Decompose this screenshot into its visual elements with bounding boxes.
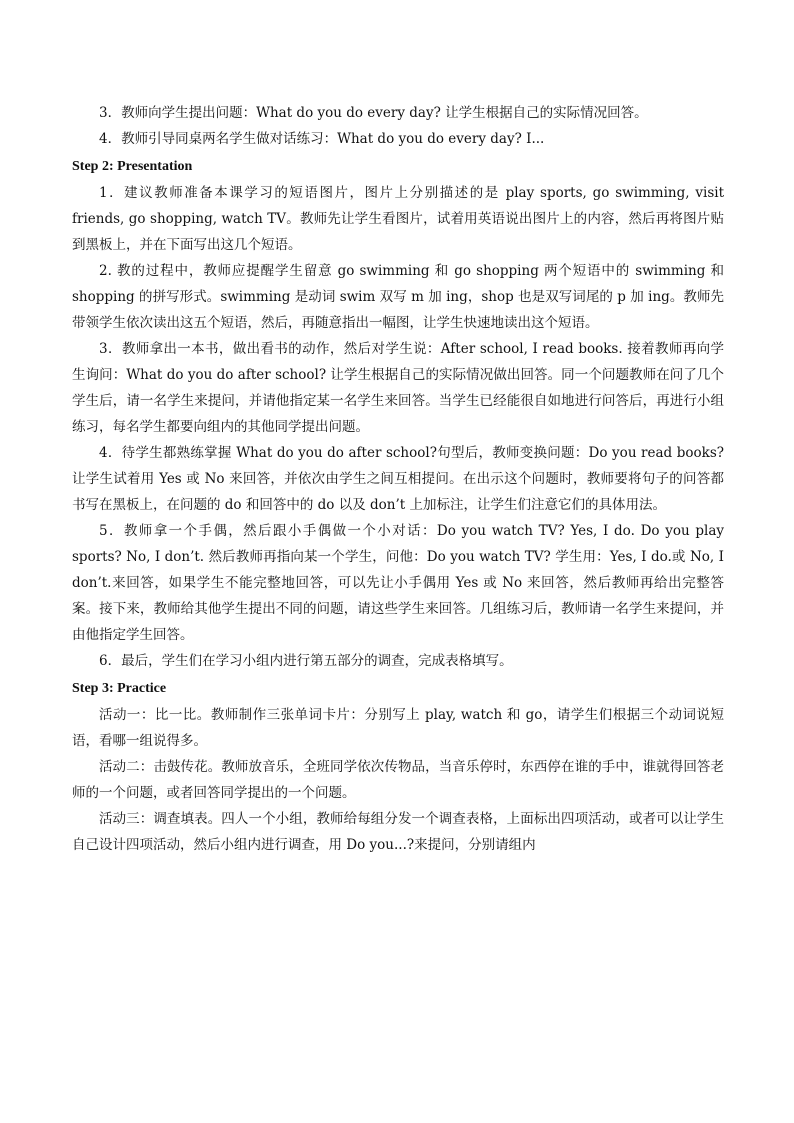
- step3-heading: Step 3: Practice: [72, 681, 167, 696]
- step2-paragraph-6: 6．最后，学生们在学习小组内进行第五部分的调查，完成表格填写。: [99, 653, 513, 669]
- step2-paragraph-1: 1．建议教师准备本课学习的短语图片，图片上分别描述的是 play sports, go swimming, visit friends, go shopping, watch TV。教师先让学生看图片，试着用英语说出图片上的内容，然后再将图片贴到黑板上，并在下面写出这几个短语。: [72, 185, 724, 253]
- step2-paragraph-2: 2. 教的过程中，教师应提醒学生留意 go swimming 和 go shopping 两个短语中的 swimming 和 shopping 的拼写形式。swimming 是动词 swim 双写 m 加 ing，shop 也是双写词尾的 p 加 ing。教师先带领学生依次读出这五个短语，然后，再随意指出一幅图，让学生快速地读出这个短语。: [72, 263, 724, 331]
- intro-item-3: 3．教师向学生提出问题：What do you do every day? 让学生根据自己的实际情况回答。: [99, 105, 648, 121]
- step3-activity-3: 活动三：调查填表。四人一个小组，教师给每组分发一个调查表格，上面标出四项活动，或者可以让学生自己设计四项活动，然后小组内进行调查，用 Do you...?来提问，分别请组内: [72, 811, 724, 853]
- step2-paragraph-3: 3．教师拿出一本书，做出看书的动作，然后对学生说：After school, I read books. 接着教师再向学生询问：What do you do after school? 让学生根据自己的实际情况做出回答。同一个问题教师在问了几个学生后，请一名学生来提问，并请他指定某一名学生来回答。当学生已经能很自如地进行问答后，再进行小组练习，每名学生都要向组内的其他同学提出问题。: [72, 341, 724, 435]
- step2-paragraph-4: 4．待学生都熟练掌握 What do you do after school?句型后，教师变换问题：Do you read books?让学生试着用 Yes 或 No 来回答，并依次由学生之间互相提问。在出示这个问题时，教师要将句子的问答都书写在黑板上，在问题的 do 和回答中的 do 以及 don’t 上加标注，让学生们注意它们的具体用法。: [72, 445, 724, 513]
- document-page: [72, 100, 724, 858]
- intro-item-4: 4．教师引导同桌两名学生做对话练习：What do you do every day? I...: [99, 131, 545, 147]
- step3-activity-1: 活动一：比一比。教师制作三张单词卡片：分别写上 play, watch 和 go，请学生们根据三个动词说短语，看哪一组说得多。: [72, 707, 724, 749]
- step3-activity-2: 活动二：击鼓传花。教师放音乐，全班同学依次传物品，当音乐停时，东西停在谁的手中，谁就得回答老师的一个问题，或者回答同学提出的一个问题。: [72, 759, 724, 801]
- step2-paragraph-5: 5．教师拿一个手偶，然后跟小手偶做一个小对话：Do you watch TV? Yes, I do. Do you play sports? No, I don’t. 然后教师再指向某一个学生，问他：Do you watch TV? 学生用：Yes, I do.或 No, I don’t.来回答，如果学生不能完整地回答，可以先让小手偶用 Yes 或 No 来回答，然后教师再给出完整答案。接下来，教师给其他学生提出不同的问题，请这些学生来回答。几组练习后，教师请一名学生来提问，并由他指定学生回答。: [72, 523, 724, 643]
- step2-heading: Step 2: Presentation: [72, 159, 193, 174]
